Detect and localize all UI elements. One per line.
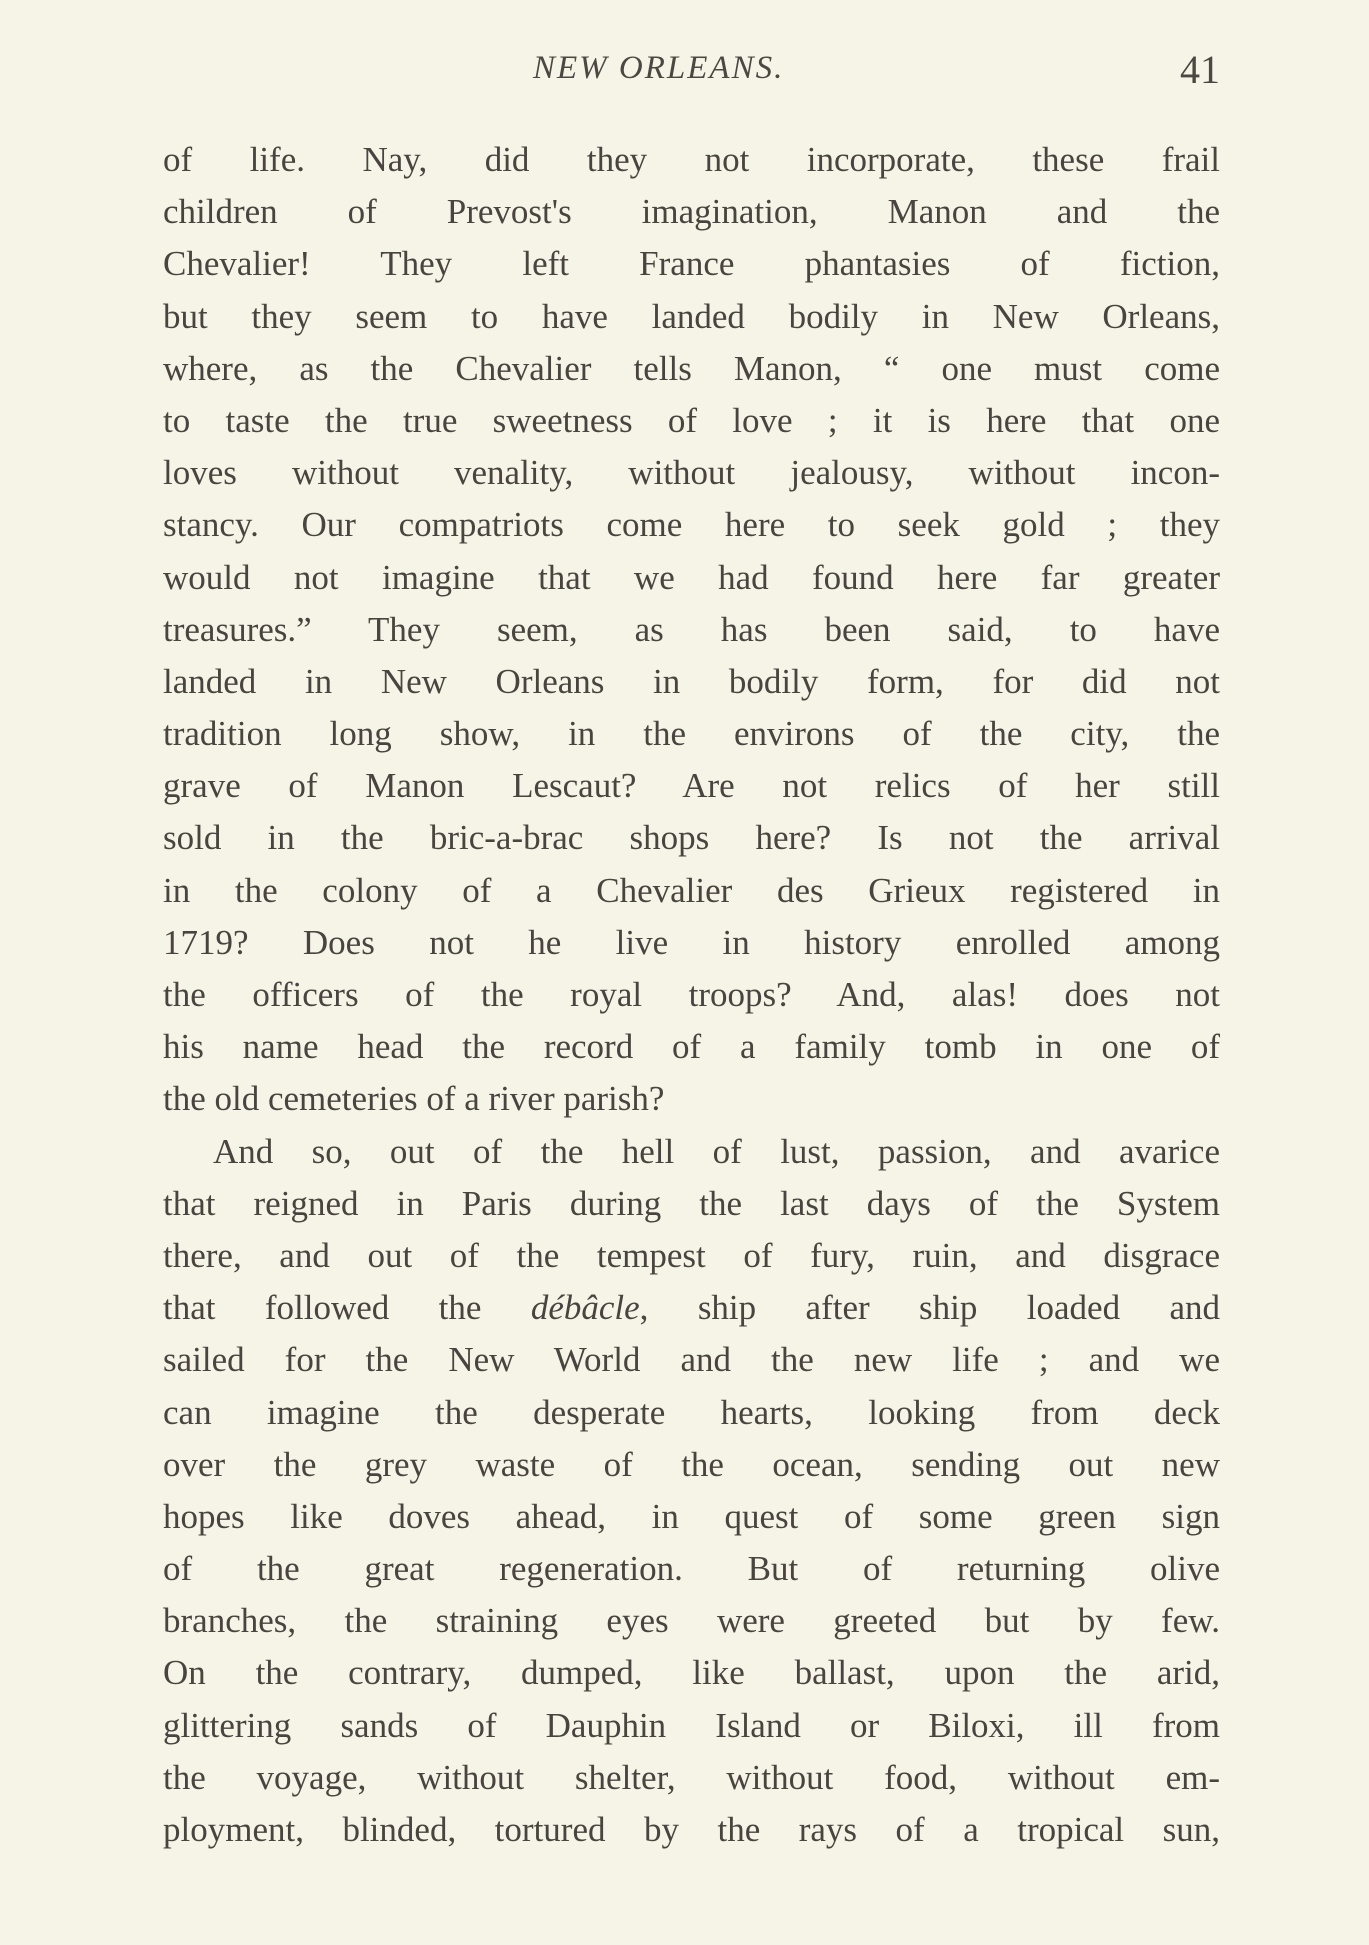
text-line: sold in the bric-a-brac shops here? Is not the arrival xyxy=(163,818,1220,858)
text-line: grave of Manon Lescaut? Are not relics of her still xyxy=(163,766,1220,806)
italic-word-debacle: débâcle xyxy=(530,1288,640,1328)
body-text xyxy=(163,134,1220,1856)
text-line: in the colony of a Chevalier des Grieux registered in xyxy=(163,870,1220,910)
text-line: where, as the Chevalier tells Manon, “ one must come xyxy=(163,348,1220,388)
text-line: stancy. Our compatriots come here to seek gold ; they xyxy=(163,505,1220,545)
text-line: would not imagine that we had found here far greater xyxy=(163,557,1220,597)
text-line: tradition long show, in the environs of the city, the xyxy=(163,714,1220,754)
text-line: to taste the true sweetness of love ; it is here that one xyxy=(163,400,1220,440)
text-fragment: that followed the xyxy=(163,1288,531,1328)
text-line: can imagine the desperate hearts, looking from deck xyxy=(163,1392,1220,1432)
text-line: but they seem to have landed bodily in New Orleans, xyxy=(163,296,1220,336)
text-line: Chevalier! They left France phantasies of fiction, xyxy=(163,244,1220,284)
text-line: branches, the straining eyes were greeted but by few. xyxy=(163,1601,1220,1641)
text-line: 1719? Does not he live in history enrolled among xyxy=(163,922,1220,962)
paragraph-end-line: the old cemeteries of a river parish? xyxy=(163,1079,665,1119)
page-number: 41 xyxy=(1180,47,1220,92)
running-head xyxy=(163,47,1220,100)
text-fragment: , ship after ship loaded and xyxy=(639,1288,1221,1328)
text-line: of life. Nay, did they not incorporate, these frail xyxy=(163,140,1220,179)
text-line: hopes like doves ahead, in quest of some green sign xyxy=(163,1496,1220,1536)
text-line: his name head the record of a family tomb in one of xyxy=(163,1027,1220,1067)
text-line: On the contrary, dumped, like ballast, upon the arid, xyxy=(163,1653,1220,1693)
text-line: sailed for the New World and the new life ; and we xyxy=(163,1340,1220,1380)
text-line-with-italic xyxy=(163,1282,1220,1334)
text-line: over the grey waste of the ocean, sending out new xyxy=(163,1444,1220,1484)
text-line: loves without venality, without jealousy, without incon- xyxy=(163,453,1220,493)
text-line: that reigned in Paris during the last days of the System xyxy=(163,1183,1220,1223)
text-line: the voyage, without shelter, without food, without em- xyxy=(163,1757,1220,1797)
text-line: treasures.” They seem, as has been said, to have xyxy=(163,609,1220,649)
paragraph-start-line: And so, out of the hell of lust, passion, and avarice xyxy=(213,1131,1220,1171)
text-line: landed in New Orleans in bodily form, for did not xyxy=(163,661,1220,701)
text-line: children of Prevost's imagination, Manon and the xyxy=(163,192,1220,232)
text-line: of the great regeneration. But of returning olive xyxy=(163,1549,1220,1589)
running-title: NEW ORLEANS. xyxy=(533,50,785,86)
text-line: ployment, blinded, tortured by the rays of a tropical sun, xyxy=(163,1810,1220,1849)
text-line: the officers of the royal troops? And, alas! does not xyxy=(163,975,1220,1014)
text-line: there, and out of the tempest of fury, ruin, and disgrace xyxy=(163,1235,1220,1275)
text-line: glittering sands of Dauphin Island or Biloxi, ill from xyxy=(163,1705,1220,1745)
